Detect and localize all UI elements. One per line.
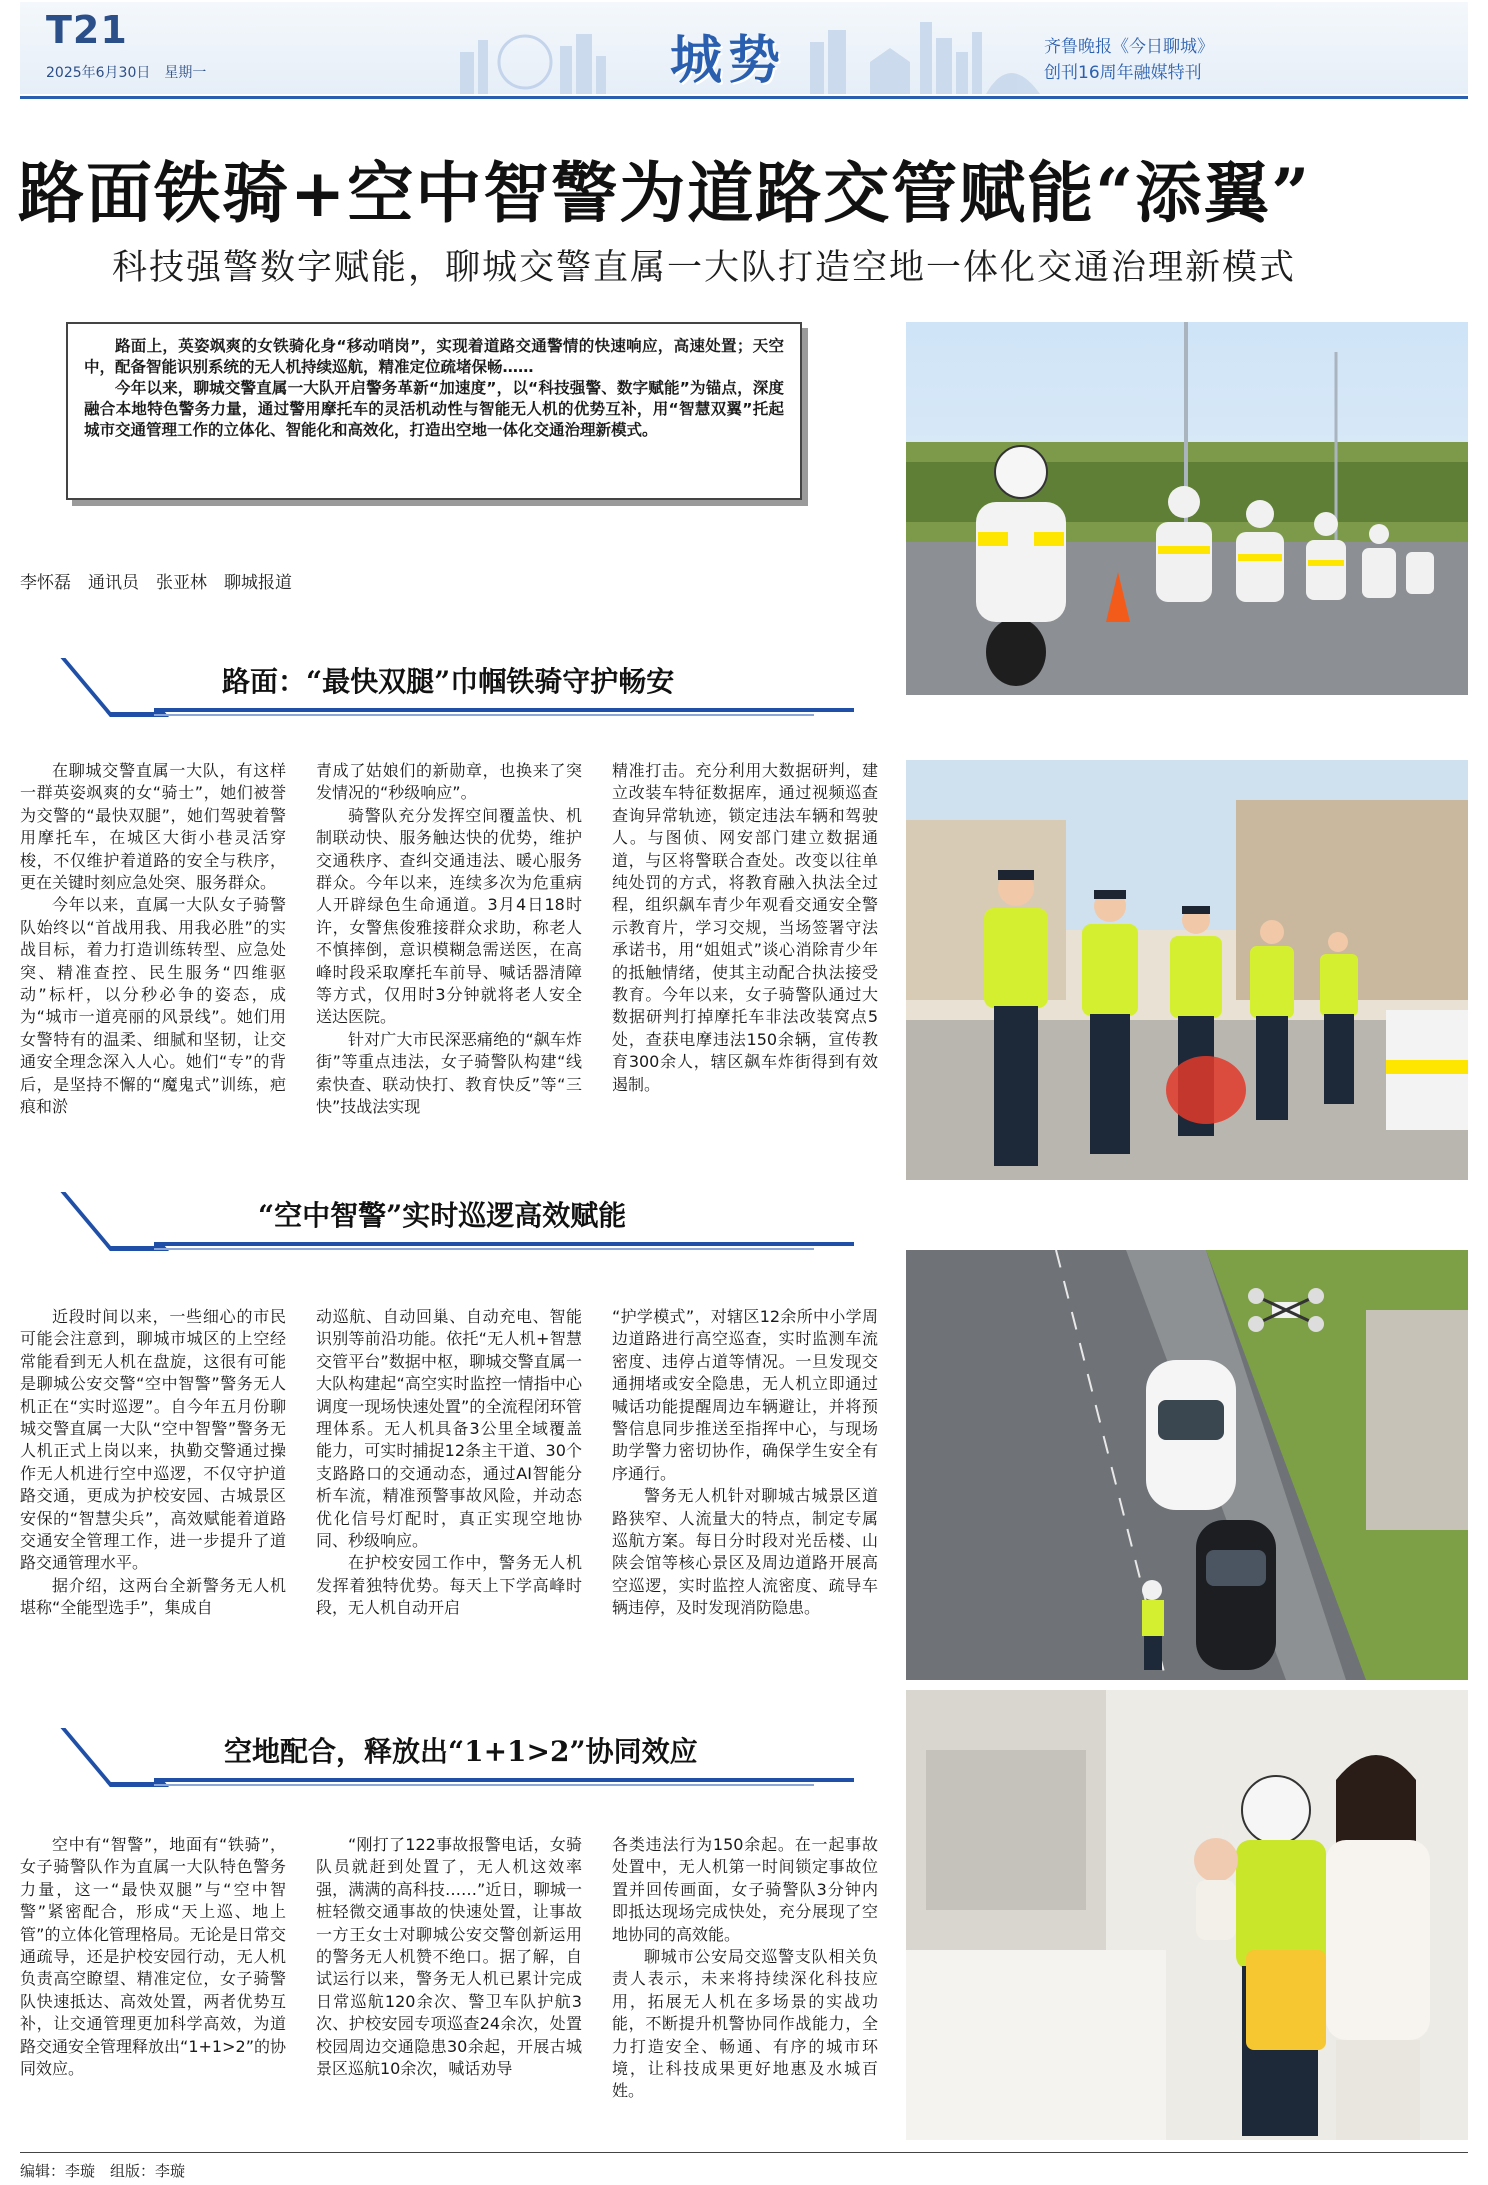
paragraph: 在护校安园工作中，警务无人机发挥着独特优势。每天上下学高峰时段，无人机自动开启: [316, 1553, 582, 1618]
paragraph: 各类违法行为150余起。在一起事故处置中，无人机第一时间锁定事故位置并回传画面，女子骑警队3分钟内即抵达现场完成快处，充分展现了空地协同的高效能。: [612, 1835, 878, 1944]
article-column: [20, 1834, 286, 2080]
section-header-air: [110, 1186, 890, 1250]
special-edition-label: 创刊16周年融媒特刊: [1044, 63, 1202, 83]
paragraph: 动巡航、自动回巢、自动充电、智能识别等前沿功能。依托“无人机+智慧交管平台”数据中枢，聊城交警直属一大队构建起“高空实时监控一情指中心调度一现场快速处置”的全流程闭环管理体系。无人机具备3公里全域覆盖能力，可实时捕捉12条主干道、30个支路路口的交通动态，通过AI智能分析车流，精准预警事故风险，并动态优化信号灯配时，真正实现空地协同、秒级响应。: [316, 1307, 582, 1551]
article-column: [316, 1834, 582, 2080]
editor-credit: 编辑：李璇 组版：李璇: [20, 2162, 186, 2180]
article-column: [612, 1834, 878, 2103]
section-title: 城势: [670, 31, 787, 91]
paragraph: 精准打击。充分利用大数据研判，建立改装车特征数据库，通过视频巡查查询异常轨迹，锁定违法车辆和驾驶人。与图侦、网安部门建立数据通道，与区将警联合查处。改变以往单纯处罚的方式，将教育融入执法全过程，组织飙车青少年观看交通安全警示教育片，学习交规，当场签署守法承诺书，用“姐姐式”谈心消除青少年的抵触情绪，使其主动配合执法接受教育。今年以来，女子骑警队通过大数据研判打掉摩托车非法改装窝点5处，查获电摩违法150余辆，宣传教育300余人，辖区飙车炸街得到有效遏制。: [612, 761, 878, 1094]
section-header-road: [110, 652, 890, 716]
subheadline: 科技强警数字赋能，聊城交警直属一大队打造空地一体化交通治理新模式: [112, 248, 1297, 288]
paragraph: 聊城市公安局交巡警支队相关负责人表示，未来将持续深化科技应用，拓展无人机在多场景的实战功能，不断提升机警协同作战能力，全力打造安全、畅通、有序的城市环境，让科技成果更好地惠及水城百姓。: [612, 1947, 878, 2101]
paragraph: 近段时间以来，一些细心的市民可能会注意到，聊城市城区的上空经常能看到无人机在盘旋，这很有可能是聊城公安交警“空中智警”警务无人机正在“实时巡逻”。自今年五月份聊城交警直属一大队“空中智警”警务无人机正式上岗以来，执勤交警通过操作无人机进行空中巡逻，不仅守护道路交通，更成为护校安园、古城景区安保的“智慧尖兵”，高效赋能着道路交通安全管理工作，进一步提升了道路交通管理水平。: [20, 1307, 286, 1573]
article-column: [20, 760, 286, 1119]
article-column: [316, 1306, 582, 1620]
headline: 路面铁骑+空中智警为道路交管赋能“添翼”: [18, 154, 1312, 232]
article-column: [612, 760, 878, 1096]
section-header-cooperation: [110, 1722, 890, 1786]
white-car: [1146, 1360, 1236, 1510]
photo-female-officers: [906, 760, 1468, 1180]
footer-rule: [20, 2152, 1468, 2153]
lead-box: [66, 322, 802, 500]
section-title: “空中智警”实时巡逻高效赋能: [258, 1199, 627, 1232]
photo-officer-helping-family: [906, 1690, 1468, 2140]
photo-motorcycle-patrol: [906, 322, 1468, 695]
paragraph: 空中有“智警”，地面有“铁骑”，女子骑警队作为直属一大队特色警务力量，这一“最快双腿”与“空中智警”紧密配合，形成“天上巡、地上管”的立体化管理格局。无论是日常交通疏导，还是护校安园行动，无人机负责高空瞭望、精准定位，女子骑警队快速抵达、高效处置，两者优势互补，让交通管理更加科学高效，为道路交通安全管理释放出“1+1>2”的协同效应。: [20, 1835, 286, 2079]
byline: 李怀磊 通讯员 张亚林 聊城报道: [20, 573, 292, 593]
paragraph: 在聊城交警直属一大队，有这样一群英姿飒爽的女“骑士”，她们被誉为交警的“最快双腿”，她们驾驶着警用摩托车，在城区大街小巷灵活穿梭，不仅维护着道路的安全与秩序，更在关键时刻应急处突、服务群众。: [20, 761, 286, 893]
lead-paragraph: 今年以来，聊城交警直属一大队开启警务革新“加速度”，以“科技强警、数字赋能”为锚点，深度融合本地特色警务力量，通过警用摩托车的灵活机动性与智能无人机的优势互补，用“智慧双翼”托起城市交通管理工作的立体化、智能化和高效化，打造出空地一体化交通治理新模式。: [84, 379, 784, 439]
photo-drone-road: [906, 1250, 1468, 1680]
article-column: [20, 1306, 286, 1620]
woman-figure: [1326, 1755, 1430, 2140]
masthead: [20, 2, 1468, 94]
section-title: 空地配合，释放出“1+1>2”协同效应: [224, 1735, 698, 1768]
dark-car: [1196, 1520, 1276, 1670]
paragraph: “护学模式”，对辖区12余所中小学周边道路进行高空巡查，实时监测车流密度、违停占道等情况。一旦发现交通拥堵或安全隐患，无人机立即通过喊话功能提醒周边车辆避让，并将预警信息同步推送至指挥中心，与现场助学警力密切协作，确保学生安全有序通行。: [612, 1307, 878, 1483]
paragraph: 骑警队充分发挥空间覆盖快、机制联动快、服务触达快的优势，维护交通秩序、查纠交通违法、暖心服务群众。今年以来，连续多次为危重病人开辟绿色生命通道。3月4日18时许，女警焦俊雅接群众求助，称老人不慎摔倒，意识模糊急需送医，在高峰时段采取摩托车前导、喊话器清障等方式，仅用时3分钟就将老人安全送达医院。: [316, 805, 582, 1027]
lead-paragraph: 路面上，英姿飒爽的女铁骑化身“移动哨岗”，实现着道路交通警情的快速响应，高速处置；天空中，配备智能识别系统的无人机持续巡航，精准定位疏堵保畅……: [84, 337, 784, 376]
paper-name: 齐鲁晚报《今日聊城》: [1044, 37, 1214, 57]
article-column: [316, 760, 582, 1119]
paragraph: 警务无人机针对聊城古城景区道路狭窄、人流量大的特点，制定专属巡航方案。每日分时段对光岳楼、山陕会馆等核心景区及周边道路开展高空巡逻，实时监控人流密度、疏导车辆违停，及时发现消防隐患。: [612, 1486, 878, 1618]
paragraph: 青成了姑娘们的新勋章，也换来了突发情况的“秒级响应”。: [316, 761, 582, 803]
child-figure: [1194, 1838, 1238, 1940]
paragraph: “刚打了122事故报警电话，女骑队员就赶到处置了，无人机这效率强，满满的高科技……”近日，聊城一桩轻微交通事故的快速处置，让事故一方王女士对聊城公安交警创新运用的警务无人机赞不绝口。据了解，自试运行以来，警务无人机已累计完成日常巡航120余次、警卫车队护航3次、护校安园专项巡查24余次，处置校园周边交通隐患30余起，开展古城景区巡航10余次，喊话劝导: [316, 1835, 582, 2079]
page-number: T21: [46, 8, 128, 52]
paragraph: 据介绍，这两台全新警务无人机堪称“全能型选手”，集成自: [20, 1575, 286, 1618]
officer-figure: [1142, 1580, 1164, 1670]
paragraph: 针对广大市民深恶痛绝的“飙车炸街”等重点违法，女子骑警队构建“线索快查、联动快打、教育快反”等“三快”技战法实现: [316, 1029, 582, 1117]
article-column: [612, 1306, 878, 1620]
header-rule: [20, 96, 1468, 99]
issue-date: 2025年6月30日 星期一: [46, 65, 207, 81]
section-title: 路面：“最快双腿”巾帼铁骑守护畅安: [222, 665, 675, 698]
paragraph: 今年以来，直属一大队女子骑警队始终以“首战用我、用我必胜”的实战目标，着力打造训练转型、应急处突、精准查控、民生服务“四维驱动”标杆，以分秒必争的姿态，成为“城市一道亮丽的风景线”。她们用女警特有的温柔、细腻和坚韧，让交通安全理念深入人心。她们“专”的背后，是坚持不懈的“魔鬼式”训练，疤痕和淤: [20, 895, 286, 1117]
